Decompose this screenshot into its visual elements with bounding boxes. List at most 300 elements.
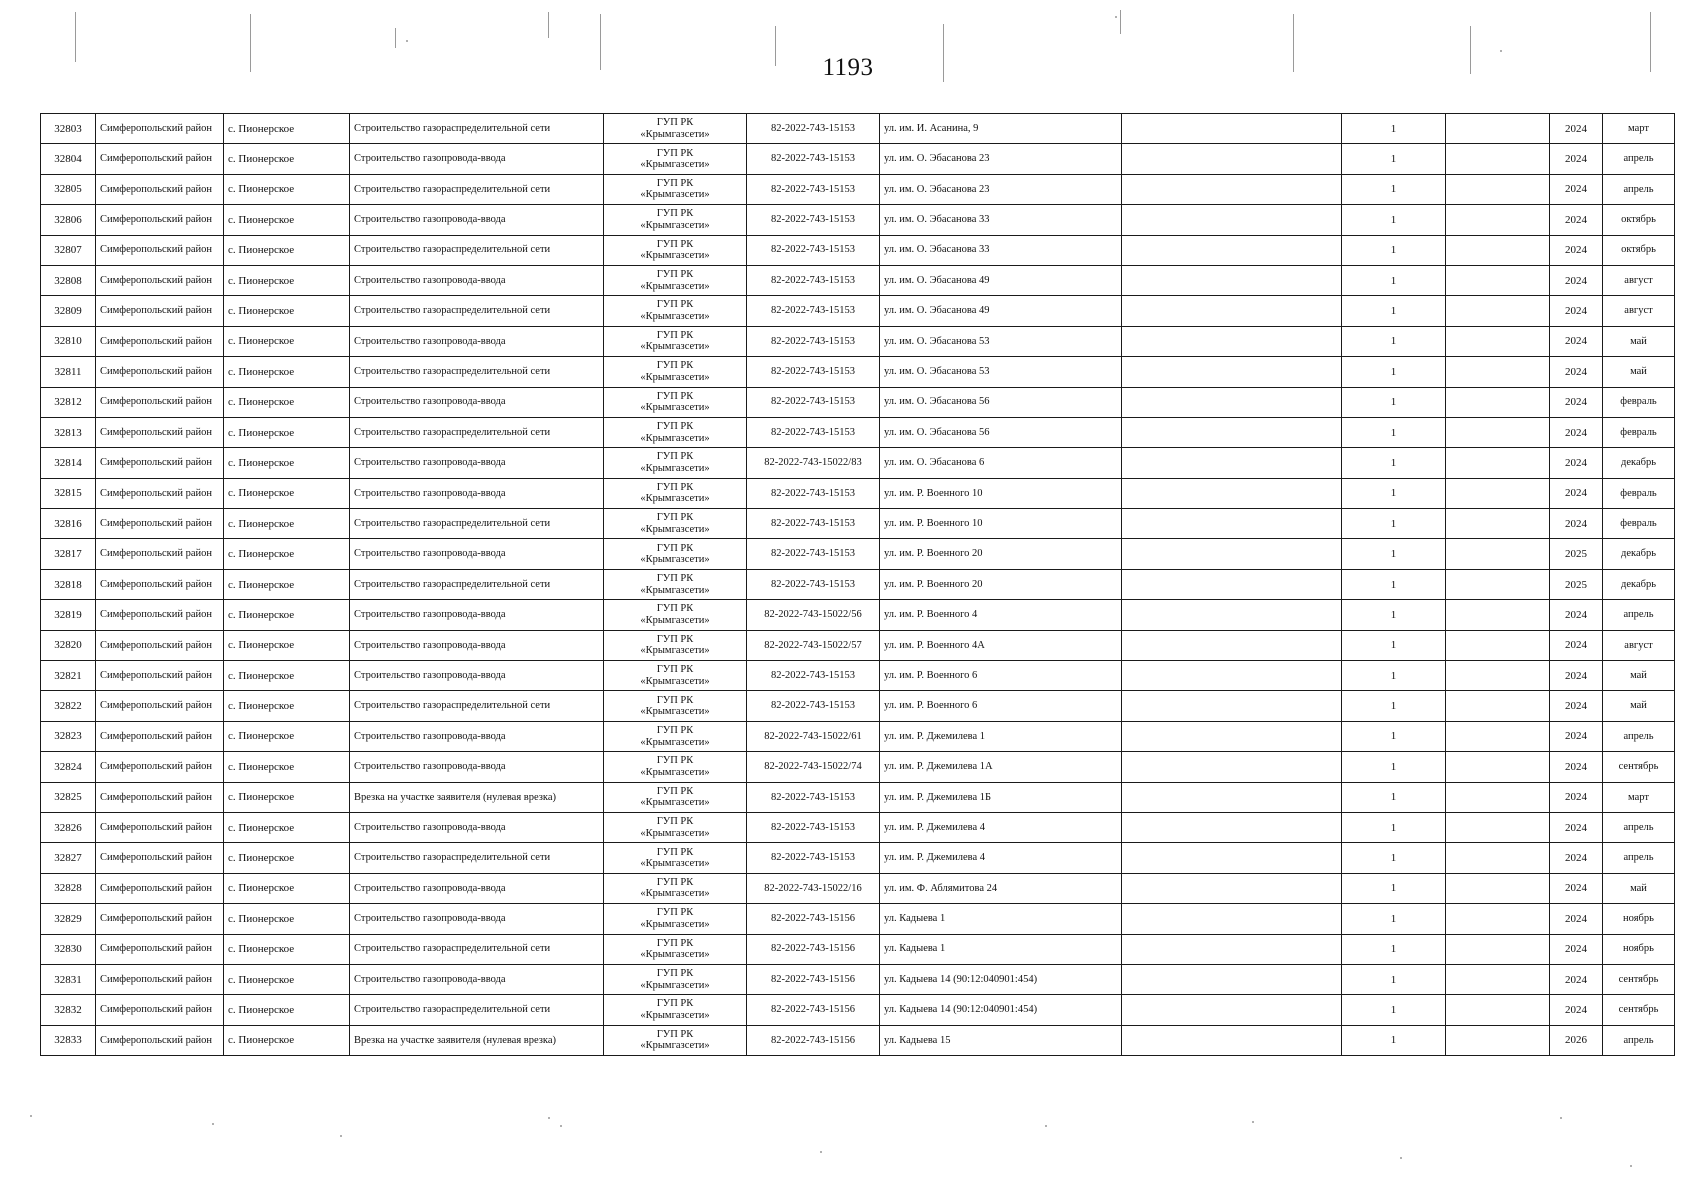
table-row: [41, 600, 1675, 630]
permit-code-cell: 82-2022-743-15022/56: [747, 600, 880, 630]
organization-line2: «Крымгазсети»: [640, 311, 710, 323]
organization-line2: «Крымгазсети»: [640, 614, 710, 626]
address-cell: ул. им. О. Эбасанова 53: [880, 326, 1122, 356]
month-cell: февраль: [1603, 387, 1675, 417]
organization-line1: ГУП РК: [656, 512, 694, 524]
work-type-cell: Строительство газораспределительной сети: [350, 843, 604, 873]
organization-line2: «Крымгазсети»: [640, 189, 710, 201]
blank-cell: [1446, 174, 1550, 204]
row-number: 32806: [41, 205, 96, 235]
organization-line1: ГУП РК: [656, 846, 694, 858]
organization-cell: [604, 205, 747, 235]
blank-cell: [1122, 812, 1342, 842]
work-type-cell: Строительство газопровода-ввода: [350, 904, 604, 934]
blank-cell: [1122, 296, 1342, 326]
organization-cell: [604, 448, 747, 478]
row-number: 32823: [41, 721, 96, 751]
permit-code-cell: 82-2022-743-15022/16: [747, 873, 880, 903]
quantity-cell: 1: [1342, 205, 1446, 235]
table-row: [41, 721, 1675, 751]
year-cell: 2024: [1550, 326, 1603, 356]
quantity-cell: 1: [1342, 326, 1446, 356]
village-cell: с. Пионерское: [224, 600, 350, 630]
table-row: [41, 812, 1675, 842]
row-number: 32812: [41, 387, 96, 417]
table-row: [41, 144, 1675, 174]
month-cell: февраль: [1603, 509, 1675, 539]
organization-cell: [604, 600, 747, 630]
permit-code-cell: 82-2022-743-15153: [747, 265, 880, 295]
blank-cell: [1446, 630, 1550, 660]
year-cell: 2026: [1550, 1025, 1603, 1055]
row-number: 32826: [41, 812, 96, 842]
organization-cell: [604, 417, 747, 447]
blank-cell: [1122, 114, 1342, 144]
blank-cell: [1446, 417, 1550, 447]
work-type-cell: Строительство газопровода-ввода: [350, 387, 604, 417]
permit-code-cell: 82-2022-743-15022/61: [747, 721, 880, 751]
quantity-cell: 1: [1342, 661, 1446, 691]
blank-cell: [1122, 995, 1342, 1025]
work-type-cell: Строительство газопровода-ввода: [350, 600, 604, 630]
village-cell: с. Пионерское: [224, 478, 350, 508]
row-number: 32815: [41, 478, 96, 508]
address-cell: ул. им. О. Эбасанова 33: [880, 235, 1122, 265]
work-type-cell: Строительство газопровода-ввода: [350, 144, 604, 174]
year-cell: 2025: [1550, 539, 1603, 569]
table-row: [41, 296, 1675, 326]
blank-cell: [1122, 387, 1342, 417]
table-row: [41, 661, 1675, 691]
table-row: [41, 114, 1675, 144]
year-cell: 2024: [1550, 144, 1603, 174]
organization-line1: ГУП РК: [656, 816, 694, 828]
year-cell: 2024: [1550, 114, 1603, 144]
permit-code-cell: 82-2022-743-15022/83: [747, 448, 880, 478]
year-cell: 2024: [1550, 873, 1603, 903]
organization-cell: [604, 721, 747, 751]
organization-line2: «Крымгазсети»: [640, 371, 710, 383]
month-cell: май: [1603, 357, 1675, 387]
organization-cell: [604, 752, 747, 782]
quantity-cell: 1: [1342, 478, 1446, 508]
district-cell: Симферопольский район: [96, 478, 224, 508]
month-cell: сентябрь: [1603, 752, 1675, 782]
organization-line2: «Крымгазсети»: [640, 219, 710, 231]
blank-cell: [1446, 752, 1550, 782]
work-type-cell: Строительство газораспределительной сети: [350, 934, 604, 964]
district-cell: Симферопольский район: [96, 873, 224, 903]
blank-cell: [1122, 873, 1342, 903]
quantity-cell: 1: [1342, 569, 1446, 599]
quantity-cell: 1: [1342, 691, 1446, 721]
organization-line2: «Крымгазсети»: [640, 493, 710, 505]
blank-cell: [1446, 569, 1550, 599]
work-type-cell: Строительство газопровода-ввода: [350, 752, 604, 782]
table-row: [41, 1025, 1675, 1055]
blank-cell: [1446, 235, 1550, 265]
row-number: 32825: [41, 782, 96, 812]
address-cell: ул. им. Р. Военного 10: [880, 478, 1122, 508]
month-cell: октябрь: [1603, 205, 1675, 235]
year-cell: 2024: [1550, 509, 1603, 539]
organization-line1: ГУП РК: [656, 390, 694, 402]
row-number: 32821: [41, 661, 96, 691]
month-cell: апрель: [1603, 843, 1675, 873]
village-cell: с. Пионерское: [224, 569, 350, 599]
quantity-cell: 1: [1342, 630, 1446, 660]
organization-line2: «Крымгазсети»: [640, 1040, 710, 1052]
work-type-cell: Строительство газораспределительной сети: [350, 569, 604, 599]
organization-line2: «Крымгазсети»: [640, 706, 710, 718]
month-cell: август: [1603, 265, 1675, 295]
organization-line2: «Крымгазсети»: [640, 827, 710, 839]
year-cell: 2024: [1550, 904, 1603, 934]
organization-line1: ГУП РК: [656, 421, 694, 433]
organization-cell: [604, 326, 747, 356]
blank-cell: [1122, 539, 1342, 569]
address-cell: ул. им. Р. Джемилева 1Б: [880, 782, 1122, 812]
work-type-cell: Строительство газораспределительной сети: [350, 235, 604, 265]
blank-cell: [1122, 205, 1342, 235]
permit-code-cell: 82-2022-743-15153: [747, 417, 880, 447]
organization-cell: [604, 509, 747, 539]
month-cell: апрель: [1603, 174, 1675, 204]
blank-cell: [1122, 569, 1342, 599]
blank-cell: [1446, 265, 1550, 295]
organization-line2: «Крымгазсети»: [640, 584, 710, 596]
blank-cell: [1446, 357, 1550, 387]
organization-line1: ГУП РК: [656, 633, 694, 645]
year-cell: 2024: [1550, 934, 1603, 964]
month-cell: март: [1603, 114, 1675, 144]
row-number: 32804: [41, 144, 96, 174]
work-type-cell: Строительство газопровода-ввода: [350, 873, 604, 903]
permit-code-cell: 82-2022-743-15156: [747, 904, 880, 934]
organization-cell: [604, 235, 747, 265]
blank-cell: [1122, 600, 1342, 630]
blank-cell: [1122, 144, 1342, 174]
work-type-cell: Строительство газопровода-ввода: [350, 661, 604, 691]
district-cell: Симферопольский район: [96, 205, 224, 235]
address-cell: ул. им. Р. Джемилева 4: [880, 812, 1122, 842]
permit-code-cell: 82-2022-743-15153: [747, 326, 880, 356]
district-cell: Симферопольский район: [96, 296, 224, 326]
work-type-cell: Строительство газораспределительной сети: [350, 296, 604, 326]
organization-line1: ГУП РК: [656, 117, 694, 129]
organization-line2: «Крымгазсети»: [640, 918, 710, 930]
permit-code-cell: 82-2022-743-15153: [747, 569, 880, 599]
year-cell: 2024: [1550, 964, 1603, 994]
organization-line1: ГУП РК: [656, 238, 694, 250]
quantity-cell: 1: [1342, 357, 1446, 387]
blank-cell: [1122, 782, 1342, 812]
permit-code-cell: 82-2022-743-15156: [747, 934, 880, 964]
organization-line1: ГУП РК: [656, 542, 694, 554]
address-cell: ул. им. О. Эбасанова 56: [880, 387, 1122, 417]
organization-line2: «Крымгазсети»: [640, 1010, 710, 1022]
year-cell: 2024: [1550, 387, 1603, 417]
row-number: 32816: [41, 509, 96, 539]
address-cell: ул. им. О. Эбасанова 33: [880, 205, 1122, 235]
district-cell: Симферопольский район: [96, 691, 224, 721]
table-row: [41, 448, 1675, 478]
blank-cell: [1446, 691, 1550, 721]
quantity-cell: 1: [1342, 144, 1446, 174]
district-cell: Симферопольский район: [96, 174, 224, 204]
address-cell: ул. им. Р. Военного 6: [880, 691, 1122, 721]
permit-code-cell: 82-2022-743-15153: [747, 478, 880, 508]
district-cell: Симферопольский район: [96, 964, 224, 994]
address-cell: ул. им. Р. Джемилева 1: [880, 721, 1122, 751]
village-cell: с. Пионерское: [224, 873, 350, 903]
row-number: 32803: [41, 114, 96, 144]
year-cell: 2024: [1550, 235, 1603, 265]
district-cell: Симферопольский район: [96, 235, 224, 265]
village-cell: с. Пионерское: [224, 812, 350, 842]
year-cell: 2024: [1550, 478, 1603, 508]
district-cell: Симферопольский район: [96, 600, 224, 630]
organization-cell: [604, 873, 747, 903]
address-cell: ул. им. О. Эбасанова 49: [880, 265, 1122, 295]
table-row: [41, 691, 1675, 721]
district-cell: Симферопольский район: [96, 661, 224, 691]
village-cell: с. Пионерское: [224, 417, 350, 447]
month-cell: апрель: [1603, 721, 1675, 751]
year-cell: 2024: [1550, 782, 1603, 812]
organization-line1: ГУП РК: [656, 968, 694, 980]
district-cell: Симферопольский район: [96, 752, 224, 782]
permit-code-cell: 82-2022-743-15153: [747, 357, 880, 387]
work-type-cell: Строительство газораспределительной сети: [350, 114, 604, 144]
address-cell: ул. им. Р. Военного 20: [880, 569, 1122, 599]
blank-cell: [1446, 387, 1550, 417]
work-type-cell: Строительство газораспределительной сети: [350, 691, 604, 721]
address-cell: ул. им. Р. Джемилева 4: [880, 843, 1122, 873]
blank-cell: [1446, 114, 1550, 144]
permit-code-cell: 82-2022-743-15022/57: [747, 630, 880, 660]
table-row: [41, 752, 1675, 782]
quantity-cell: 1: [1342, 539, 1446, 569]
blank-cell: [1122, 174, 1342, 204]
blank-cell: [1446, 782, 1550, 812]
work-type-cell: Строительство газопровода-ввода: [350, 630, 604, 660]
organization-line1: ГУП РК: [656, 177, 694, 189]
district-cell: Симферопольский район: [96, 539, 224, 569]
work-type-cell: Строительство газопровода-ввода: [350, 964, 604, 994]
organization-cell: [604, 1025, 747, 1055]
village-cell: с. Пионерское: [224, 782, 350, 812]
organization-cell: [604, 265, 747, 295]
row-number: 32832: [41, 995, 96, 1025]
permit-code-cell: 82-2022-743-15153: [747, 843, 880, 873]
address-cell: ул. им. Ф. Аблямитова 24: [880, 873, 1122, 903]
row-number: 32824: [41, 752, 96, 782]
month-cell: февраль: [1603, 478, 1675, 508]
address-cell: ул. им. Р. Военного 4: [880, 600, 1122, 630]
organization-cell: [604, 812, 747, 842]
year-cell: 2024: [1550, 630, 1603, 660]
blank-cell: [1122, 448, 1342, 478]
blank-cell: [1446, 843, 1550, 873]
table-row: [41, 326, 1675, 356]
year-cell: 2024: [1550, 448, 1603, 478]
blank-cell: [1122, 691, 1342, 721]
row-number: 32828: [41, 873, 96, 903]
month-cell: ноябрь: [1603, 934, 1675, 964]
address-cell: ул. Кадыева 14 (90:12:040901:454): [880, 995, 1122, 1025]
organization-line2: «Крымгазсети»: [640, 949, 710, 961]
address-cell: ул. им. О. Эбасанова 6: [880, 448, 1122, 478]
blank-cell: [1446, 296, 1550, 326]
village-cell: с. Пионерское: [224, 448, 350, 478]
blank-cell: [1446, 964, 1550, 994]
village-cell: с. Пионерское: [224, 509, 350, 539]
address-cell: ул. им. Р. Военного 20: [880, 539, 1122, 569]
permit-code-cell: 82-2022-743-15153: [747, 812, 880, 842]
district-cell: Симферопольский район: [96, 630, 224, 660]
permit-code-cell: 82-2022-743-15153: [747, 205, 880, 235]
blank-cell: [1446, 661, 1550, 691]
organization-line2: «Крымгазсети»: [640, 280, 710, 292]
month-cell: декабрь: [1603, 569, 1675, 599]
blank-cell: [1122, 843, 1342, 873]
work-type-cell: Строительство газопровода-ввода: [350, 265, 604, 295]
month-cell: сентябрь: [1603, 995, 1675, 1025]
quantity-cell: 1: [1342, 782, 1446, 812]
page-number: 1193: [822, 54, 874, 81]
row-number: 32807: [41, 235, 96, 265]
permit-code-cell: 82-2022-743-15153: [747, 782, 880, 812]
village-cell: с. Пионерское: [224, 174, 350, 204]
row-number: 32813: [41, 417, 96, 447]
quantity-cell: 1: [1342, 752, 1446, 782]
permit-code-cell: 82-2022-743-15156: [747, 964, 880, 994]
table-row: [41, 995, 1675, 1025]
organization-cell: [604, 995, 747, 1025]
quantity-cell: 1: [1342, 114, 1446, 144]
work-type-cell: Строительство газопровода-ввода: [350, 326, 604, 356]
month-cell: апрель: [1603, 144, 1675, 174]
district-cell: Симферопольский район: [96, 934, 224, 964]
row-number: 32830: [41, 934, 96, 964]
organization-cell: [604, 144, 747, 174]
permit-code-cell: 82-2022-743-15153: [747, 235, 880, 265]
organization-cell: [604, 630, 747, 660]
permit-code-cell: 82-2022-743-15153: [747, 509, 880, 539]
organization-line1: ГУП РК: [656, 451, 694, 463]
quantity-cell: 1: [1342, 265, 1446, 295]
quantity-cell: 1: [1342, 417, 1446, 447]
month-cell: февраль: [1603, 417, 1675, 447]
organization-line1: ГУП РК: [656, 329, 694, 341]
village-cell: с. Пионерское: [224, 296, 350, 326]
permit-code-cell: 82-2022-743-15153: [747, 174, 880, 204]
organization-line2: «Крымгазсети»: [640, 402, 710, 414]
organization-line1: ГУП РК: [656, 269, 694, 281]
organization-line2: «Крымгазсети»: [640, 462, 710, 474]
organization-line1: ГУП РК: [656, 998, 694, 1010]
organization-cell: [604, 114, 747, 144]
month-cell: май: [1603, 691, 1675, 721]
district-cell: Симферопольский район: [96, 448, 224, 478]
village-cell: с. Пионерское: [224, 357, 350, 387]
table-row: [41, 235, 1675, 265]
organization-line1: ГУП РК: [656, 664, 694, 676]
address-cell: ул. им. Р. Военного 6: [880, 661, 1122, 691]
permit-code-cell: 82-2022-743-15153: [747, 691, 880, 721]
permit-code-cell: 82-2022-743-15153: [747, 387, 880, 417]
year-cell: 2024: [1550, 721, 1603, 751]
organization-line2: «Крымгазсети»: [640, 888, 710, 900]
blank-cell: [1446, 448, 1550, 478]
village-cell: с. Пионерское: [224, 964, 350, 994]
row-number: 32818: [41, 569, 96, 599]
organization-line1: ГУП РК: [656, 481, 694, 493]
village-cell: с. Пионерское: [224, 539, 350, 569]
blank-cell: [1446, 904, 1550, 934]
quantity-cell: 1: [1342, 721, 1446, 751]
table-row: [41, 478, 1675, 508]
address-cell: ул. Кадыева 1: [880, 904, 1122, 934]
address-cell: ул. им. О. Эбасанова 53: [880, 357, 1122, 387]
row-number: 32827: [41, 843, 96, 873]
address-cell: ул. Кадыева 1: [880, 934, 1122, 964]
address-cell: ул. им. О. Эбасанова 23: [880, 144, 1122, 174]
address-cell: ул. им. О. Эбасанова 49: [880, 296, 1122, 326]
district-cell: Симферопольский район: [96, 387, 224, 417]
district-cell: Симферопольский район: [96, 721, 224, 751]
organization-cell: [604, 843, 747, 873]
row-number: 32811: [41, 357, 96, 387]
organization-line1: ГУП РК: [656, 755, 694, 767]
blank-cell: [1446, 995, 1550, 1025]
address-cell: ул. им. Р. Джемилева 1А: [880, 752, 1122, 782]
table-row: [41, 265, 1675, 295]
table-row: [41, 357, 1675, 387]
permit-code-cell: 82-2022-743-15022/74: [747, 752, 880, 782]
organization-cell: [604, 569, 747, 599]
blank-cell: [1122, 326, 1342, 356]
organization-line2: «Крымгазсети»: [640, 736, 710, 748]
organization-cell: [604, 296, 747, 326]
year-cell: 2024: [1550, 357, 1603, 387]
address-cell: ул. им. И. Асанина, 9: [880, 114, 1122, 144]
work-type-cell: Строительство газораспределительной сети: [350, 509, 604, 539]
registry-table: [40, 113, 1675, 1056]
permit-code-cell: 82-2022-743-15156: [747, 995, 880, 1025]
month-cell: апрель: [1603, 812, 1675, 842]
blank-cell: [1122, 478, 1342, 508]
village-cell: с. Пионерское: [224, 904, 350, 934]
organization-cell: [604, 691, 747, 721]
quantity-cell: 1: [1342, 174, 1446, 204]
village-cell: с. Пионерское: [224, 934, 350, 964]
organization-line2: «Крымгазсети»: [640, 250, 710, 262]
blank-cell: [1446, 539, 1550, 569]
work-type-cell: Строительство газораспределительной сети: [350, 995, 604, 1025]
organization-line1: ГУП РК: [656, 208, 694, 220]
blank-cell: [1122, 752, 1342, 782]
organization-line2: «Крымгазсети»: [640, 675, 710, 687]
quantity-cell: 1: [1342, 509, 1446, 539]
table-row: [41, 782, 1675, 812]
month-cell: май: [1603, 326, 1675, 356]
quantity-cell: 1: [1342, 934, 1446, 964]
village-cell: с. Пионерское: [224, 205, 350, 235]
village-cell: с. Пионерское: [224, 630, 350, 660]
month-cell: октябрь: [1603, 235, 1675, 265]
